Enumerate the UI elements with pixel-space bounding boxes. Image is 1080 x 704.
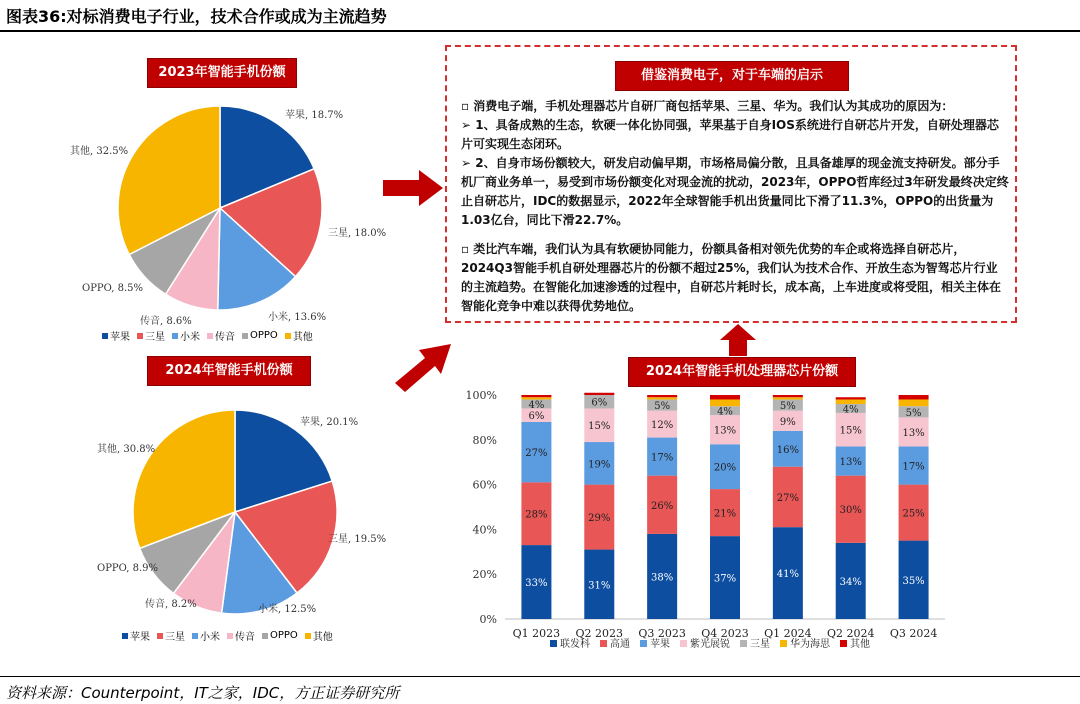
insight-paragraph-2: ➢ 1、具备成熟的生态，软硬一体化协同强，苹果基于自身IOS系统进行自研芯片开发，自研处理器芯片可实现生态闭环。 xyxy=(461,118,999,151)
bar-data-label: 5% xyxy=(905,407,922,419)
legend-label: 苹果 xyxy=(650,639,670,650)
bar-segment xyxy=(773,395,803,397)
legend-label: 小米 xyxy=(200,632,220,643)
legend-item xyxy=(262,630,298,641)
legend-item xyxy=(207,328,235,343)
pie-2024-label-xiaomi: 小米, 12.5% xyxy=(258,604,317,615)
legend-swatch xyxy=(137,333,143,339)
x-tick-label: Q3 2023 xyxy=(638,627,686,640)
bar-data-label: 5% xyxy=(654,401,671,413)
bar-data-label: 17% xyxy=(902,461,925,473)
legend-item xyxy=(172,328,200,343)
insight-title: 借鉴消费电子，对于车端的启示 xyxy=(615,61,849,91)
bar-data-label: 6% xyxy=(591,397,608,409)
bar-segment xyxy=(521,397,551,399)
legend-label: OPPO xyxy=(250,330,278,341)
bar-data-label: 15% xyxy=(588,421,611,433)
bar-data-label: 27% xyxy=(525,448,548,460)
pie-2023-label-samsung: 三星, 18.0% xyxy=(328,228,387,239)
page-header xyxy=(0,0,1080,30)
legend-swatch xyxy=(780,640,787,647)
bar-data-label: 17% xyxy=(651,452,674,464)
legend-item xyxy=(192,628,220,643)
y-tick-label: 80% xyxy=(472,433,497,447)
pie-2024-title: 2024年智能手机份额 xyxy=(147,356,311,386)
legend-label: 三星 xyxy=(145,332,165,343)
bar-data-label: 5% xyxy=(779,401,796,413)
up-arrow-icon xyxy=(718,322,758,358)
legend-label: 三星 xyxy=(165,632,185,643)
source-note: 资料来源：Counterpoint，IT之家，IDC，方正证券研究所 xyxy=(6,684,400,702)
legend-item xyxy=(305,628,333,643)
legend-label: 联发科 xyxy=(560,639,590,650)
pie-2024-label-oppo: OPPO, 8.9% xyxy=(97,563,159,574)
bar-data-label: 4% xyxy=(842,404,859,416)
insight-paragraph-3: ➢ 2、自身市场份额较大，研发启动偏早期，市场格局偏分散，且具备雄厚的现金流支持研发。部分手机厂商业务单一，易受到市场份额变化对现金流的扰动，2023年，OPPO哲库经过3年研发最终决定终止自研芯片，IDC的数据显示，2022年全球智能手机出货量同比下滑了11.3%，OPPO的出货量为1.03亿台，同比下滑22.7%。 xyxy=(461,156,1009,227)
legend-label: OPPO xyxy=(270,630,298,641)
legend-swatch xyxy=(550,640,557,647)
bar-segment xyxy=(773,397,803,399)
legend-label: 苹果 xyxy=(110,332,130,343)
legend-label: 三星 xyxy=(750,639,770,650)
footer-rule xyxy=(0,676,1080,677)
bar-segment xyxy=(836,399,866,403)
legend-label: 传音 xyxy=(215,332,235,343)
legend-label: 其他 xyxy=(292,332,313,343)
legend-item xyxy=(102,328,130,343)
bar-data-label: 38% xyxy=(651,572,674,584)
x-tick-label: Q4 2023 xyxy=(701,627,749,640)
bar-data-label: 4% xyxy=(717,406,733,418)
legend-swatch xyxy=(157,633,163,639)
bar-data-label: 31% xyxy=(588,580,611,592)
bar-data-label: 13% xyxy=(713,425,737,437)
legend-swatch xyxy=(305,633,311,639)
page-title: 图表36:对标消费电子行业，技术合作或成为主流趋势 xyxy=(6,7,387,26)
legend-swatch xyxy=(122,633,128,639)
x-tick-label: Q2 2023 xyxy=(575,627,624,640)
bar-data-label: 9% xyxy=(779,416,796,428)
pie-2023-label-oppo: OPPO, 8.5% xyxy=(82,283,144,294)
insight-paragraph-4: ▫ 类比汽车端，我们认为具有软硬协同能力，份额具备相对领先优势的车企或将选择自研芯片，2024Q3智能手机自研处理器芯片的份额不超过25%，我们认为技术合作、开放生态为智驾芯片行业的主流趋势。在智能化加速渗透的过程中，自研芯片耗时长，成本高，上车进度或将受阻，相关主体在智能化竞争中难以获得优势地位。 xyxy=(461,242,1002,313)
bar-data-label: 27% xyxy=(776,492,799,504)
legend-swatch xyxy=(680,640,687,647)
bar-segment xyxy=(899,395,929,399)
insight-box xyxy=(445,45,1017,323)
right-arrow-icon xyxy=(383,168,445,208)
bar-segment xyxy=(584,393,614,395)
legend-label: 华为海思 xyxy=(790,639,830,650)
pie-2024-label-samsung: 三星, 19.5% xyxy=(328,534,387,545)
insight-content xyxy=(461,97,1009,316)
legend-item xyxy=(242,330,278,341)
legend-label: 高通 xyxy=(610,639,630,650)
pie-2023-title: 2023年智能手机份额 xyxy=(147,58,297,88)
legend-swatch xyxy=(207,333,213,339)
insight-paragraph-1: ▫ 消费电子端，手机处理器芯片自研厂商包括苹果、三星、华为。我们认为其成功的原因为： xyxy=(461,99,954,113)
bar-segment xyxy=(836,397,866,399)
legend-item xyxy=(285,328,313,343)
bar-segment xyxy=(647,397,677,399)
pie-2024-label-transsion: 传音, 8.2% xyxy=(145,599,197,610)
bar-data-label: 34% xyxy=(839,576,862,588)
bar-data-label: 28% xyxy=(525,509,548,521)
y-tick-label: 20% xyxy=(472,568,497,582)
bar-segment xyxy=(710,399,740,406)
pie-2024-legend xyxy=(122,628,333,643)
pie-2023-label-xiaomi: 小米, 13.6% xyxy=(268,312,327,323)
y-tick-label: 100% xyxy=(465,389,497,402)
legend-swatch xyxy=(227,633,233,639)
header-rule xyxy=(0,30,1080,32)
legend-label: 苹果 xyxy=(130,632,150,643)
bar-data-label: 4% xyxy=(528,399,545,411)
bar-segment xyxy=(899,399,929,406)
legend-label: 传音 xyxy=(235,632,255,643)
bar-data-label: 16% xyxy=(776,444,799,456)
legend-swatch xyxy=(600,640,607,647)
bar-data-label: 12% xyxy=(651,420,674,432)
x-tick-label: Q3 2024 xyxy=(889,627,938,640)
bar-data-label: 37% xyxy=(713,573,737,585)
legend-label: 其他 xyxy=(850,639,870,650)
legend-swatch xyxy=(262,633,268,639)
y-tick-label: 60% xyxy=(472,478,497,492)
stacked-bar-chart xyxy=(455,385,995,675)
bar-segment xyxy=(647,395,677,397)
x-tick-label: Q1 2023 xyxy=(512,627,561,640)
bar-data-label: 20% xyxy=(713,462,737,474)
pie-2023-label-apple: 苹果, 18.7% xyxy=(285,110,344,121)
legend-swatch xyxy=(172,333,178,339)
bar-segment xyxy=(710,395,740,399)
pie-2023-label-transsion: 传音, 8.6% xyxy=(140,316,192,327)
bar-data-label: 29% xyxy=(588,513,611,525)
legend-swatch xyxy=(840,640,847,647)
legend-item xyxy=(157,628,185,643)
legend-item xyxy=(137,328,165,343)
bar-data-label: 25% xyxy=(902,508,925,520)
bar-data-label: 6% xyxy=(528,411,545,423)
diagonal-arrow-icon xyxy=(395,338,459,398)
bar-chart-title: 2024年智能手机处理器芯片份额 xyxy=(628,357,856,387)
bar-data-label: 15% xyxy=(839,425,862,437)
y-tick-label: 0% xyxy=(479,613,497,626)
bar-data-label: 33% xyxy=(525,578,548,590)
legend-swatch xyxy=(740,640,747,647)
bar-data-label: 13% xyxy=(839,457,862,469)
legend-item xyxy=(227,628,255,643)
pie-2024-label-apple: 苹果, 20.1% xyxy=(300,417,359,428)
legend-swatch xyxy=(242,333,248,339)
pie-2023-legend xyxy=(102,328,313,343)
x-tick-label: Q2 2024 xyxy=(826,627,875,640)
bar-data-label: 30% xyxy=(839,505,862,517)
x-tick-label: Q1 2024 xyxy=(764,627,812,640)
pie-2024-label-others: 其他, 30.8% xyxy=(97,444,156,455)
pie-chart-2024 xyxy=(125,402,345,622)
legend-label: 其他 xyxy=(312,632,333,643)
pie-2023-label-others: 其他, 32.5% xyxy=(70,146,129,157)
legend-swatch xyxy=(102,333,108,339)
legend-label: 小米 xyxy=(180,332,200,343)
bar-data-label: 26% xyxy=(651,500,674,512)
bar-data-label: 19% xyxy=(588,459,611,471)
bar-segment xyxy=(521,395,551,397)
bar-data-label: 35% xyxy=(902,575,925,587)
legend-swatch xyxy=(192,633,198,639)
y-tick-label: 40% xyxy=(472,523,497,537)
bar-data-label: 41% xyxy=(776,569,799,581)
legend-label: 紫光展锐 xyxy=(690,639,730,650)
legend-swatch xyxy=(640,640,647,647)
bar-data-label: 13% xyxy=(902,427,925,439)
legend-swatch xyxy=(285,333,291,339)
bar-data-label: 21% xyxy=(713,508,737,520)
legend-item xyxy=(122,628,150,643)
